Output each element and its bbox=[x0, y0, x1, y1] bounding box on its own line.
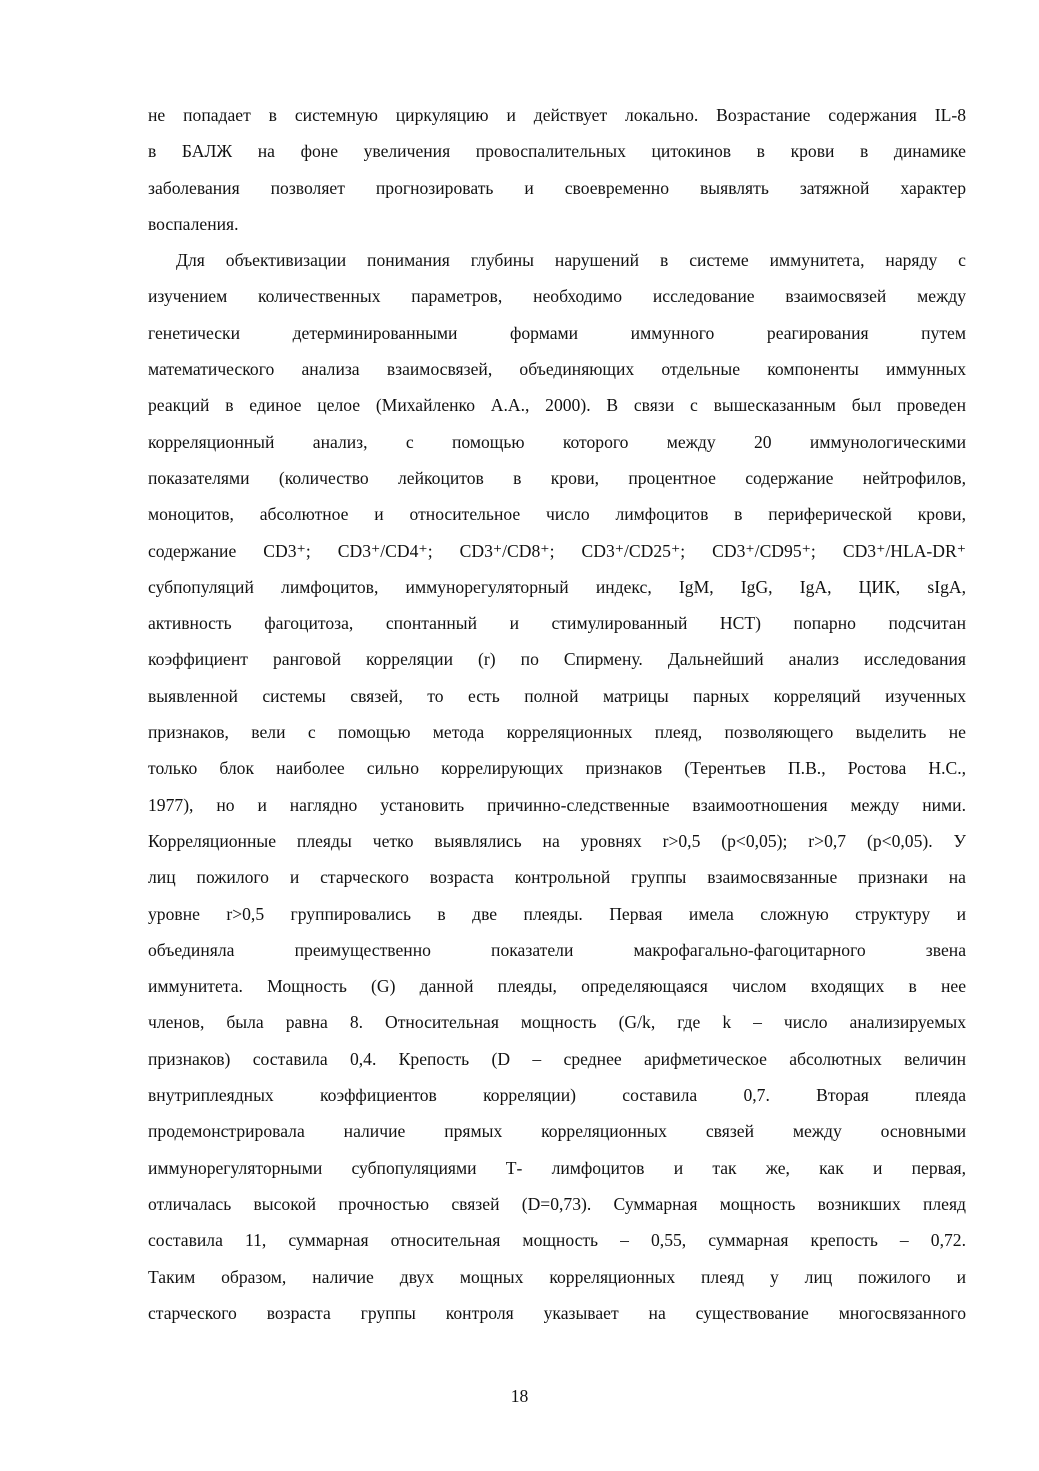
text-line: только блок наиболее сильно коррелирующих признаков (Терентьев П.В., Ростова Н.С., bbox=[148, 758, 966, 779]
text-line: лиц пожилого и старческого возраста контрольной группы взаимосвязанные признаки на bbox=[148, 867, 966, 888]
text-line: генетически детерминированными формами иммунного реагирования путем bbox=[148, 322, 966, 343]
text-line: математического анализа взаимосвязей, объединяющих отдельные компоненты иммунных bbox=[148, 359, 966, 380]
text-line: изучением количественных параметров, необходимо исследование взаимосвязей между bbox=[148, 286, 966, 307]
text-line: коэффициент ранговой корреляции (r) по Спирмену. Дальнейший анализ исследования bbox=[148, 649, 966, 670]
text-line: не попадает в системную циркуляцию и действует локально. Возрастание содержания IL-8 bbox=[148, 105, 966, 125]
text-line: признаков, вели с помощью метода корреляционных плеяд, позволяющего выделить не bbox=[148, 722, 966, 743]
text-line: объединяла преимущественно показатели макрофагально-фагоцитарного звена bbox=[148, 939, 966, 960]
text-line: старческого возраста группы контроля указывает на существование многосвязанного bbox=[148, 1302, 966, 1323]
page-number: 18 bbox=[510, 1386, 529, 1406]
body-text bbox=[148, 101, 966, 1335]
text-line: воспаления. bbox=[148, 213, 239, 234]
text-line: отличалась высокой прочностью связей (D=0,73). Суммарная мощность возникших плеяд bbox=[148, 1193, 966, 1214]
text-line: показателями (количество лейкоцитов в крови, процентное содержание нейтрофилов, bbox=[148, 467, 966, 488]
text-line: продемонстрировала наличие прямых корреляционных связей между основными bbox=[148, 1121, 966, 1142]
text-line: активность фагоцитоза, спонтанный и стимулированный НСТ) попарно подсчитан bbox=[148, 613, 966, 634]
text-line: членов, была равна 8. Относительная мощность (G/k, где k – число анализируемых bbox=[148, 1012, 966, 1033]
text-line: корреляционный анализ, с помощью которого между 20 иммунологическими bbox=[148, 431, 966, 452]
text-line: заболевания позволяет прогнозировать и своевременно выявлять затяжной характер bbox=[148, 177, 966, 198]
text-line: уровне r>0,5 группировались в две плеяды. Первая имела сложную структуру и bbox=[148, 903, 966, 924]
text-line: иммунорегуляторными субпопуляциями Т- лимфоцитов и так же, как и первая, bbox=[148, 1157, 966, 1178]
text-line: иммунитета. Мощность (G) данной плеяды, определяющаяся числом входящих в нее bbox=[148, 976, 966, 997]
text-line: субпопуляций лимфоцитов, иммунорегуляторный индекс, IgM, IgG, IgA, ЦИК, sIgA, bbox=[148, 576, 966, 597]
text-line: составила 11, суммарная относительная мощность – 0,55, суммарная крепость – 0,72. bbox=[148, 1230, 966, 1251]
text-line: содержание CD3⁺; CD3⁺/CD4⁺; CD3⁺/CD8⁺; CD3⁺/CD25⁺; CD3⁺/CD95⁺; CD3⁺/HLA-DR⁺ bbox=[148, 540, 966, 561]
text-line: реакций в единое целое (Михайленко А.А., 2000). В связи с вышесказанным был проведен bbox=[148, 395, 966, 416]
text-line: Для объективизации понимания глубины нарушений в системе иммунитета, наряду с bbox=[176, 250, 966, 271]
text-line: 1977), но и наглядно установить причинно-следственные взаимоотношения между ними. bbox=[148, 794, 966, 815]
text-line: Таким образом, наличие двух мощных корреляционных плеяд у лиц пожилого и bbox=[148, 1266, 966, 1287]
text-line: моноцитов, абсолютное и относительное число лимфоцитов в периферической крови, bbox=[148, 504, 966, 525]
text-line: в БАЛЖ на фоне увеличения провоспалительных цитокинов в крови в динамике bbox=[148, 141, 966, 162]
text-line: выявленной системы связей, то есть полной матрицы парных корреляций изученных bbox=[148, 685, 966, 706]
text-line: Корреляционные плеяды четко выявлялись на уровнях r>0,5 (p<0,05); r>0,7 (p<0,05). У bbox=[148, 830, 966, 851]
text-line: внутриплеядных коэффициентов корреляции) составила 0,7. Вторая плеяда bbox=[148, 1085, 966, 1106]
text-line: признаков) составила 0,4. Крепость (D – среднее арифметическое абсолютных величин bbox=[148, 1048, 966, 1069]
